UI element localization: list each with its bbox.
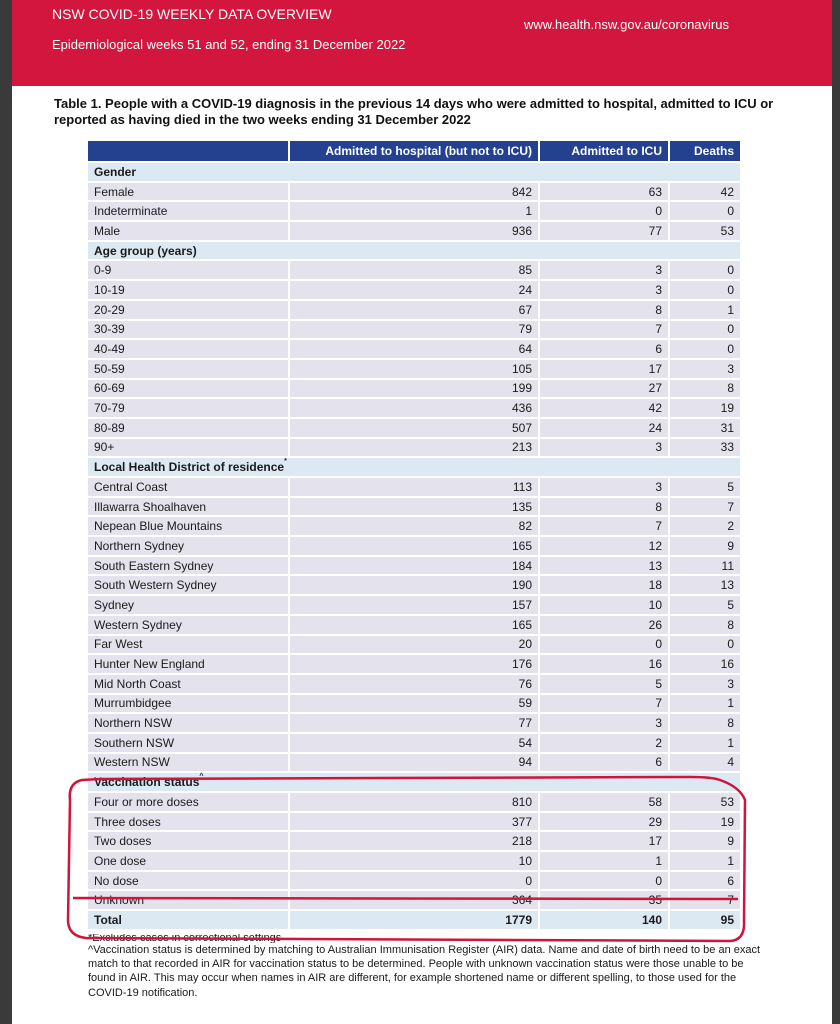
row-label: Murrumbidgee (88, 695, 288, 713)
footnote-marker: ^ (199, 773, 204, 781)
total-row (88, 911, 740, 929)
icu-value: 6 (540, 754, 668, 772)
hospital-value: 64 (290, 340, 538, 358)
deaths-value: 8 (670, 714, 740, 732)
table-row (88, 360, 740, 378)
deaths-value: 11 (670, 557, 740, 575)
table-row (88, 616, 740, 634)
icu-value: 7 (540, 321, 668, 339)
deaths-value: 0 (670, 202, 740, 220)
deaths-value: 16 (670, 655, 740, 673)
icu-value: 5 (540, 675, 668, 693)
icu-value: 26 (540, 616, 668, 634)
deaths-value: 3 (670, 675, 740, 693)
deaths-value: 0 (670, 321, 740, 339)
table-row (88, 793, 740, 811)
table-row (88, 734, 740, 752)
total-hospital: 1779 (290, 911, 538, 929)
table-row (88, 872, 740, 890)
table-row (88, 576, 740, 594)
row-label: Far West (88, 636, 288, 654)
section-title (88, 458, 740, 476)
icu-value: 7 (540, 695, 668, 713)
footnotes (88, 934, 768, 1000)
hospital-value: 82 (290, 517, 538, 535)
hospital-value: 842 (290, 183, 538, 201)
row-label: Female (88, 183, 288, 201)
section-header-row (88, 242, 740, 260)
row-label: Southern NSW (88, 734, 288, 752)
icu-value: 10 (540, 596, 668, 614)
footnote-excludes: *Excludes cases in correctional settings (88, 934, 282, 943)
hospital-value: 436 (290, 399, 538, 417)
row-label: Western NSW (88, 754, 288, 772)
row-label: Nepean Blue Mountains (88, 517, 288, 535)
table-row (88, 340, 740, 358)
hospital-value: 105 (290, 360, 538, 378)
icu-value: 17 (540, 360, 668, 378)
column-header (88, 141, 288, 161)
deaths-value: 9 (670, 832, 740, 850)
table-row (88, 695, 740, 713)
table-caption: Table 1. People with a COVID-19 diagnosis in the previous 14 days who were admitted to hospital, admitted to ICU or reported as having died in the two weeks ending 31 December 2022 (54, 96, 774, 127)
deaths-value: 3 (670, 360, 740, 378)
icu-value: 0 (540, 872, 668, 890)
table-row (88, 261, 740, 279)
hospital-value: 377 (290, 813, 538, 831)
deaths-value: 7 (670, 891, 740, 909)
icu-value: 3 (540, 714, 668, 732)
total-deaths: 95 (670, 911, 740, 929)
table-row (88, 478, 740, 496)
row-label: Unknown (88, 891, 288, 909)
column-header: Deaths (670, 141, 740, 161)
table-row (88, 813, 740, 831)
row-label: 60-69 (88, 380, 288, 398)
table-row (88, 380, 740, 398)
data-table (86, 139, 742, 931)
section-title-text: Vaccination status (94, 775, 200, 790)
row-label: Northern Sydney (88, 537, 288, 555)
deaths-value: 4 (670, 754, 740, 772)
deaths-value: 1 (670, 852, 740, 870)
icu-value: 1 (540, 852, 668, 870)
table-row (88, 281, 740, 299)
icu-value: 3 (540, 439, 668, 457)
row-label: 50-59 (88, 360, 288, 378)
table-row (88, 596, 740, 614)
deaths-value: 1 (670, 695, 740, 713)
hospital-value: 94 (290, 754, 538, 772)
table-row (88, 399, 740, 417)
table-row (88, 655, 740, 673)
table-row (88, 675, 740, 693)
icu-value: 58 (540, 793, 668, 811)
section-title (88, 242, 740, 260)
hospital-value: 85 (290, 261, 538, 279)
table-row (88, 636, 740, 654)
icu-value: 24 (540, 419, 668, 437)
row-label: 30-39 (88, 321, 288, 339)
deaths-value: 5 (670, 478, 740, 496)
row-label: Mid North Coast (88, 675, 288, 693)
hospital-value: 76 (290, 675, 538, 693)
deaths-value: 42 (670, 183, 740, 201)
table-row (88, 557, 740, 575)
deaths-value: 0 (670, 636, 740, 654)
hospital-value: 199 (290, 380, 538, 398)
table-row (88, 832, 740, 850)
row-label: Two doses (88, 832, 288, 850)
table-row (88, 183, 740, 201)
row-label: 10-19 (88, 281, 288, 299)
table-row (88, 321, 740, 339)
icu-value: 3 (540, 281, 668, 299)
table-row (88, 754, 740, 772)
section-header-row (88, 773, 740, 791)
hospital-value: 10 (290, 852, 538, 870)
hospital-value: 0 (290, 872, 538, 890)
deaths-value: 33 (670, 439, 740, 457)
hospital-value: 20 (290, 636, 538, 654)
row-label: Illawarra Shoalhaven (88, 498, 288, 516)
icu-value: 18 (540, 576, 668, 594)
hospital-value: 364 (290, 891, 538, 909)
table-row (88, 537, 740, 555)
row-label: 80-89 (88, 419, 288, 437)
deaths-value: 13 (670, 576, 740, 594)
hospital-value: 113 (290, 478, 538, 496)
footnote-vaccination: ^Vaccination status is determined by matching to Australian Immunisation Register (AIR) data. Name and date of birth need to be an exact match to that recorded in AIR for vaccination status to be determined. People with unknown vaccination status were those unable to be found in AIR. This may occur when names in AIR are different, for example shortened name or different spelling, to those used for the COVID-19 notification. (88, 944, 761, 999)
icu-value: 6 (540, 340, 668, 358)
row-label: Central Coast (88, 478, 288, 496)
row-label: Sydney (88, 596, 288, 614)
deaths-value: 31 (670, 419, 740, 437)
row-label: 40-49 (88, 340, 288, 358)
icu-value: 0 (540, 636, 668, 654)
icu-value: 13 (540, 557, 668, 575)
deaths-value: 0 (670, 281, 740, 299)
hospital-value: 184 (290, 557, 538, 575)
hospital-value: 176 (290, 655, 538, 673)
row-label: Indeterminate (88, 202, 288, 220)
deaths-value: 0 (670, 261, 740, 279)
deaths-value: 6 (670, 872, 740, 890)
hospital-value: 1 (290, 202, 538, 220)
deaths-value: 5 (670, 596, 740, 614)
hospital-value: 79 (290, 321, 538, 339)
column-header: Admitted to ICU (540, 141, 668, 161)
hospital-value: 165 (290, 537, 538, 555)
hospital-value: 157 (290, 596, 538, 614)
deaths-value: 8 (670, 380, 740, 398)
table-row (88, 852, 740, 870)
row-label: Four or more doses (88, 793, 288, 811)
row-label: Three doses (88, 813, 288, 831)
icu-value: 16 (540, 655, 668, 673)
icu-value: 3 (540, 478, 668, 496)
icu-value: 17 (540, 832, 668, 850)
table-row (88, 419, 740, 437)
report-title: NSW COVID-19 WEEKLY DATA OVERVIEW (52, 6, 332, 22)
table-header-row (88, 141, 740, 161)
deaths-value: 53 (670, 793, 740, 811)
deaths-value: 1 (670, 734, 740, 752)
hospital-value: 936 (290, 222, 538, 240)
hospital-value: 24 (290, 281, 538, 299)
hospital-value: 135 (290, 498, 538, 516)
total-label: Total (88, 911, 288, 929)
hospital-value: 810 (290, 793, 538, 811)
column-header: Admitted to hospital (but not to ICU) (290, 141, 538, 161)
table-row (88, 222, 740, 240)
document-page (12, 0, 832, 1024)
deaths-value: 53 (670, 222, 740, 240)
hospital-value: 213 (290, 439, 538, 457)
hospital-value: 54 (290, 734, 538, 752)
icu-value: 8 (540, 301, 668, 319)
icu-value: 35 (540, 891, 668, 909)
icu-value: 0 (540, 202, 668, 220)
icu-value: 3 (540, 261, 668, 279)
row-label: 90+ (88, 439, 288, 457)
table-row (88, 891, 740, 909)
icu-value: 63 (540, 183, 668, 201)
hospital-value: 165 (290, 616, 538, 634)
row-label: No dose (88, 872, 288, 890)
table-row (88, 714, 740, 732)
icu-value: 2 (540, 734, 668, 752)
table-row (88, 202, 740, 220)
hospital-value: 190 (290, 576, 538, 594)
hospital-value: 67 (290, 301, 538, 319)
table-row (88, 517, 740, 535)
section-title (88, 773, 740, 791)
icu-value: 12 (540, 537, 668, 555)
row-label: 20-29 (88, 301, 288, 319)
row-label: Male (88, 222, 288, 240)
report-subtitle: Epidemiological weeks 51 and 52, ending 31 December 2022 (52, 37, 406, 52)
table-row (88, 498, 740, 516)
icu-value: 29 (540, 813, 668, 831)
header-banner (12, 0, 832, 86)
section-title-text: Local Health District of residence (94, 460, 285, 475)
deaths-value: 19 (670, 399, 740, 417)
icu-value: 7 (540, 517, 668, 535)
hospital-value: 59 (290, 695, 538, 713)
section-header-row (88, 458, 740, 476)
deaths-value: 0 (670, 340, 740, 358)
row-label: Hunter New England (88, 655, 288, 673)
icu-value: 42 (540, 399, 668, 417)
total-icu: 140 (540, 911, 668, 929)
row-label: South Eastern Sydney (88, 557, 288, 575)
row-label: One dose (88, 852, 288, 870)
deaths-value: 19 (670, 813, 740, 831)
hospital-value: 218 (290, 832, 538, 850)
row-label: Northern NSW (88, 714, 288, 732)
deaths-value: 1 (670, 301, 740, 319)
section-title (88, 163, 740, 181)
deaths-value: 7 (670, 498, 740, 516)
section-title-text: Age group (years) (94, 243, 197, 258)
row-label: 70-79 (88, 399, 288, 417)
deaths-value: 9 (670, 537, 740, 555)
hospital-value: 77 (290, 714, 538, 732)
row-label: 0-9 (88, 261, 288, 279)
icu-value: 27 (540, 380, 668, 398)
section-header-row (88, 163, 740, 181)
row-label: Western Sydney (88, 616, 288, 634)
footnote-marker: * (284, 458, 287, 466)
website-link[interactable]: www.health.nsw.gov.au/coronavirus (524, 17, 729, 32)
row-label: South Western Sydney (88, 576, 288, 594)
icu-value: 77 (540, 222, 668, 240)
table-row (88, 439, 740, 457)
deaths-value: 8 (670, 616, 740, 634)
hospital-value: 507 (290, 419, 538, 437)
deaths-value: 2 (670, 517, 740, 535)
table-row (88, 301, 740, 319)
section-title-text: Gender (94, 164, 137, 179)
icu-value: 8 (540, 498, 668, 516)
